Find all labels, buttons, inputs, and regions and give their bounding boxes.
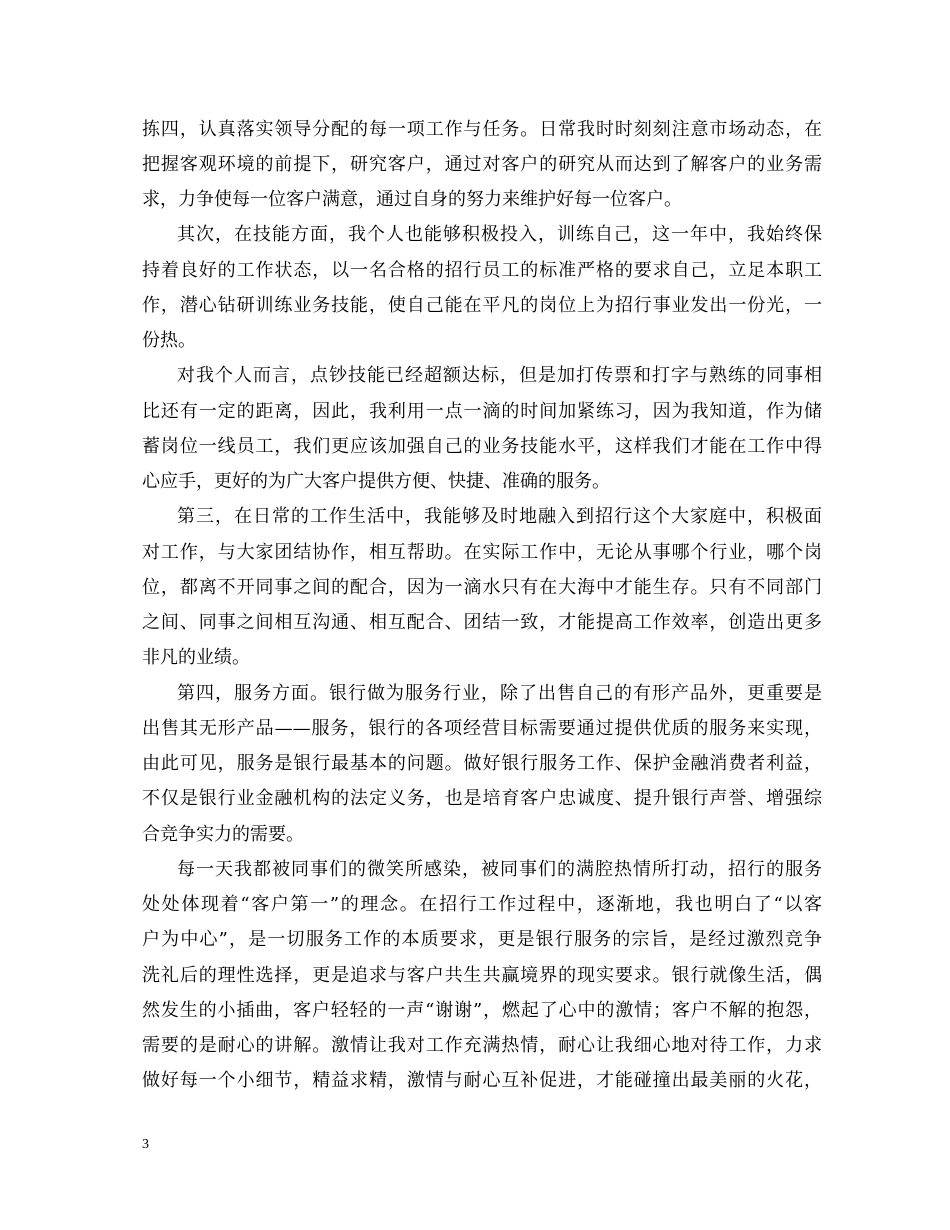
paragraph-line: 比还有一定的距离，因此，我利用一点一滴的时间加紧练习，因为我知道，作为储	[142, 401, 822, 422]
paragraph-line: 合竞争实力的需要。	[142, 824, 304, 845]
paragraph-line: 拣四，认真落实领导分配的每一项工作与任务。日常我时时刻刻注意市场动态，在	[142, 119, 822, 140]
paragraph-line: 第三，在日常的工作生活中，我能够及时地融入到招行这个大家庭中，积极面	[177, 506, 822, 527]
paragraph-line: 由此可见，服务是银行最基本的问题。做好银行服务工作、保护金融消费者利益，	[142, 753, 822, 774]
paragraph-line: 其次，在技能方面，我个人也能够积极投入，训练自己，这一年中，我始终保	[177, 224, 822, 245]
paragraph-line: 户为中心”，是一切服务工作的本质要求，更是银行服务的宗旨，是经过激烈竞争	[142, 929, 822, 950]
paragraph-line: 作，潜心钻研训练业务技能，使自己能在平凡的岗位上为招行事业发出一份光，一	[142, 295, 822, 316]
paragraph-line: 第四，服务方面。银行做为服务行业，除了出售自己的有形产品外，更重要是	[177, 683, 822, 704]
paragraph-line: 洗礼后的理性选择，更是追求与客户共生共赢境界的现实要求。银行就像生活，偶	[142, 965, 822, 986]
paragraph-line: 之间、同事之间相互沟通、相互配合、团结一致，才能提高工作效率，创造出更多	[142, 612, 822, 633]
paragraph-line: 位，都离不开同事之间的配合，因为一滴水只有在大海中才能生存。只有不同部门	[142, 577, 822, 598]
page-number: 3	[142, 1137, 149, 1152]
paragraph-line: 处处体现着“客户第一”的理念。在招行工作过程中，逐渐地，我也明白了“以客	[142, 894, 822, 915]
paragraph-line: 做好每一个小细节，精益求精，激情与耐心互补促进，才能碰撞出最美丽的火花，	[142, 1070, 822, 1091]
paragraph-line: 对工作，与大家团结协作，相互帮助。在实际工作中，无论从事哪个行业，哪个岗	[142, 542, 822, 563]
paragraph-line: 出售其无形产品——服务，银行的各项经营目标需要通过提供优质的服务来实现，	[142, 718, 822, 739]
paragraph-line: 把握客观环境的前提下，研究客户，通过对客户的研究从而达到了解客户的业务需	[142, 154, 822, 175]
paragraph-line: 不仅是银行业金融机构的法定义务，也是培育客户忠诚度、提升银行声誉、增强综	[142, 788, 822, 809]
paragraph-line: 每一天我都被同事们的微笑所感染，被同事们的满腔热情所打动，招行的服务	[177, 859, 822, 880]
paragraph-line: 份热。	[142, 330, 196, 351]
paragraph-line: 对我个人而言，点钞技能已经超额达标，但是加打传票和打字与熟练的同事相	[177, 365, 822, 386]
paragraph-line: 然发生的小插曲，客户轻轻的一声“谢谢”，燃起了心中的激情；客户不解的抱怨，	[142, 1000, 822, 1021]
paragraph-line: 需要的是耐心的讲解。激情让我对工作充满热情，耐心让我细心地对待工作，力求	[142, 1035, 822, 1056]
paragraph-line: 非凡的业绩。	[142, 647, 250, 668]
paragraph-line: 求，力争使每一位客户满意，通过自身的努力来维护好每一位客户。	[142, 189, 682, 210]
paragraph-line: 蓄岗位一线员工，我们更应该加强自己的业务技能水平，这样我们才能在工作中得	[142, 436, 822, 457]
paragraph-line: 持着良好的工作状态，以一名合格的招行员工的标准严格的要求自己，立足本职工	[142, 260, 822, 281]
paragraph-line: 心应手，更好的为广大客户提供方便、快捷、准确的服务。	[142, 471, 610, 492]
